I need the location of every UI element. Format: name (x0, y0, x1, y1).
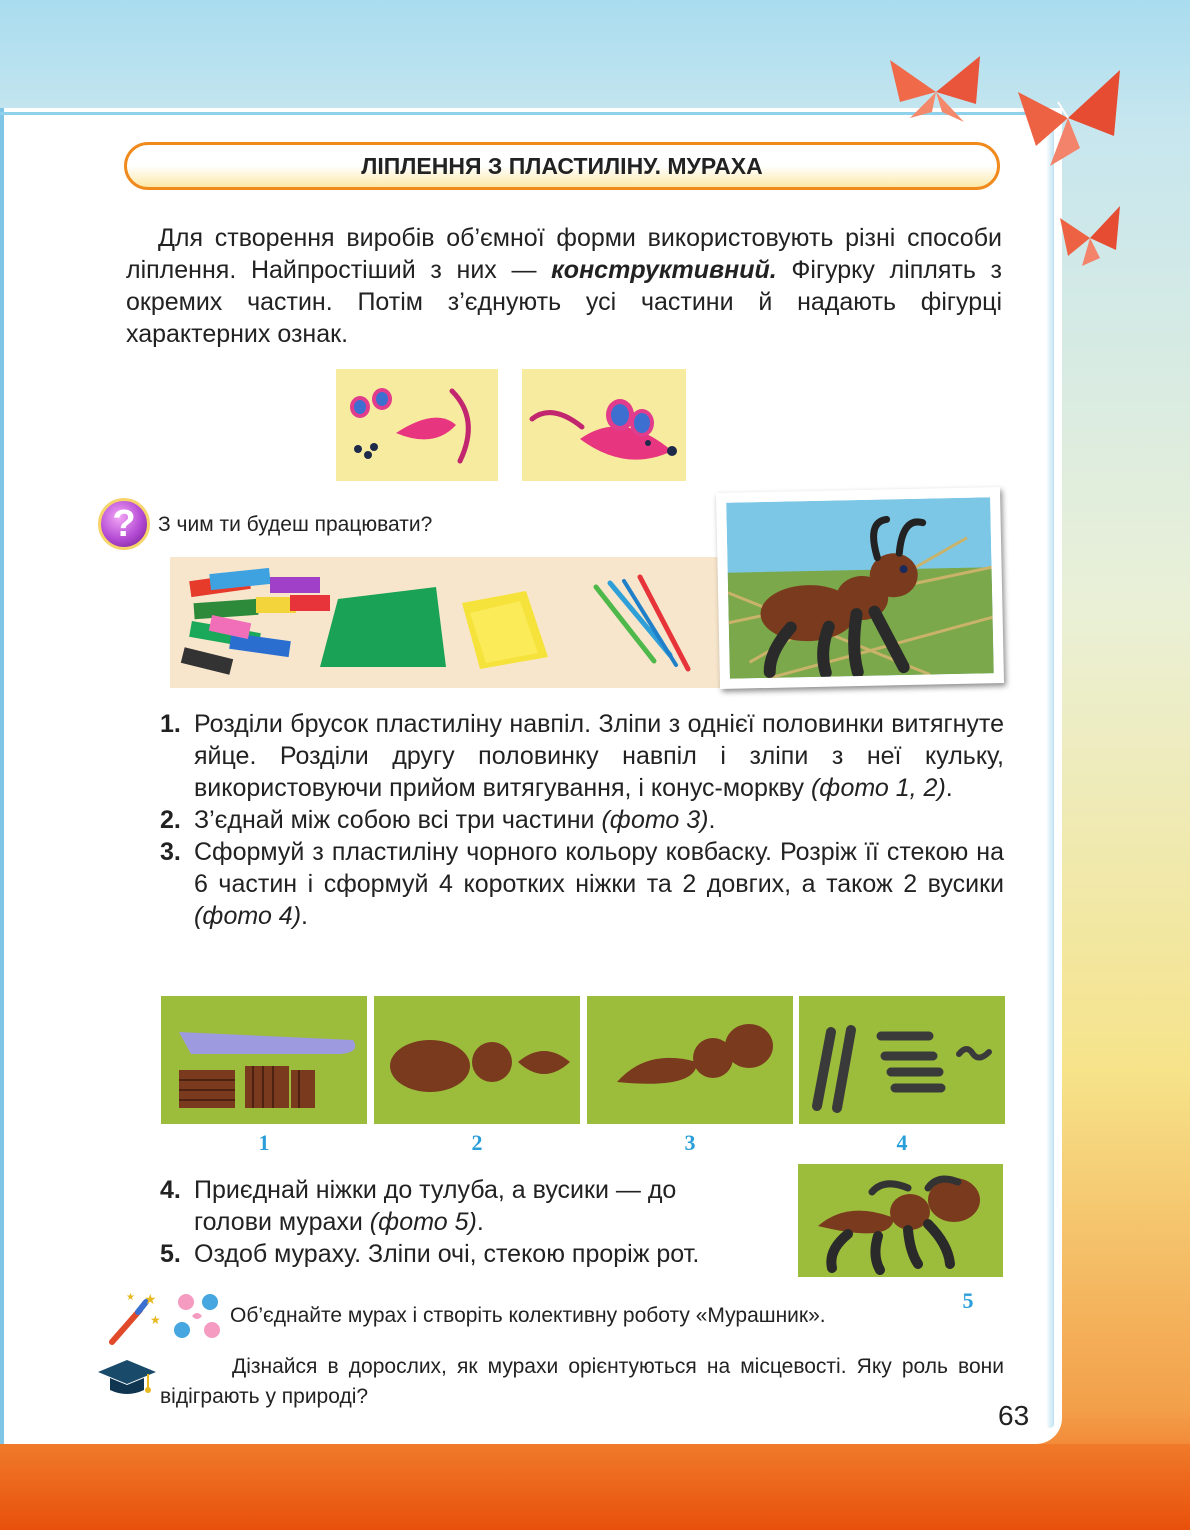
steps-list-a (160, 708, 1004, 932)
step-item (160, 1238, 760, 1270)
question-text: З чим ти будеш працювати? (158, 513, 433, 536)
photo-reference: (фото 5) (369, 1208, 477, 1236)
lesson-title: ЛІПЛЕННЯ З ПЛАСТИЛІНУ. МУРАХА (361, 152, 763, 179)
group-task-text: Об’єднайте мурах і створіть колективну роботу «Мурашник». (230, 1304, 826, 1327)
svg-text:★: ★ (126, 1292, 135, 1303)
bottom-band (0, 1444, 1190, 1530)
step-item (160, 804, 1004, 836)
step-photo-3 (587, 996, 793, 1124)
photo-label: 2 (471, 1130, 483, 1155)
mouse-finished-image (522, 369, 686, 481)
step-item (160, 1174, 760, 1238)
step-photo-5 (798, 1164, 1003, 1277)
svg-text:★: ★ (144, 1292, 157, 1308)
paintbrush-stars-icon (104, 1290, 164, 1350)
step-text: Приєднай ніжки до тулуба, а вусики — до голови мурахи (194, 1176, 677, 1236)
intro-paragraph (126, 222, 1002, 350)
butterfly-icon (1056, 200, 1126, 270)
page-edge (1046, 128, 1054, 1428)
lesson-title-bar (124, 142, 1000, 190)
step-item (160, 836, 1004, 932)
step-text: Сформуй з пластиліну чорного кольору ковбаску. Розріж її стекою на 6 частин і сформуй 4 коротких ніжки та 2 довгих, а також 2 вусики (194, 838, 1004, 898)
materials-image (170, 557, 720, 688)
step-number: 3. (160, 838, 181, 866)
step-photo-2 (374, 996, 580, 1124)
learn-task-text: Дізнайся в дорослих, як мурахи орієнтуються на місцевості. Яку роль вони відіграють у природі? (160, 1355, 1004, 1408)
butterfly-icon (1010, 62, 1130, 170)
teamwork-icon (168, 1290, 226, 1346)
step-end: . (708, 806, 716, 834)
photo-label: 5 (962, 1288, 974, 1313)
intro-text-end: Фігурку ліплять з окремих частин. Потім з’єднують усі частини й надають фігурці характерних ознак. (126, 256, 1002, 348)
intro-bold-term: конструктивний. (551, 256, 777, 284)
mouse-parts-image (336, 369, 498, 481)
steps-list-b (160, 1174, 760, 1270)
ant-photo-image (726, 497, 994, 678)
step-item (160, 708, 1004, 804)
photo-label: 4 (896, 1130, 908, 1155)
step-end: . (945, 774, 953, 802)
step-photo-4 (799, 996, 1005, 1124)
step-number: 2. (160, 806, 181, 834)
page-number: 63 (998, 1400, 1030, 1431)
intro-text-start: Для створення виробів об’ємної форми використовують різні способи ліплення. Найпростіший з них — (126, 224, 1002, 284)
butterfly-icon (880, 52, 992, 124)
photo-reference: (фото 1, 2) (810, 774, 946, 802)
step-photo-1 (161, 996, 367, 1124)
step-number: 4. (160, 1176, 181, 1204)
step-end: . (301, 902, 308, 930)
photo-label: 1 (258, 1130, 270, 1155)
step-text: З’єднай між собою всі три частини (194, 806, 602, 834)
question-icon: ? (98, 498, 150, 550)
photo-label: 3 (684, 1130, 696, 1155)
modeling-board-image (320, 587, 446, 667)
graduation-cap-icon (96, 1358, 158, 1398)
svg-text:★: ★ (150, 1313, 161, 1327)
step-text: Розділи брусок пластиліну навпіл. Зліпи з однієї половинки витягнуте яйце. Розділи другу половинку навпіл і зліпи з неї кульку, використовуючи прийом витягування, і конус-моркву (194, 710, 1004, 802)
step-number: 5. (160, 1240, 181, 1268)
step-text: Оздоб мураху. Зліпи очі, стекою проріж рот. (194, 1240, 700, 1268)
step-end: . (476, 1208, 484, 1236)
step-number: 1. (160, 710, 181, 738)
photo-reference: (фото 4) (194, 902, 302, 930)
photo-reference: (фото 3) (601, 806, 709, 834)
ant-photo-frame (716, 487, 1004, 689)
